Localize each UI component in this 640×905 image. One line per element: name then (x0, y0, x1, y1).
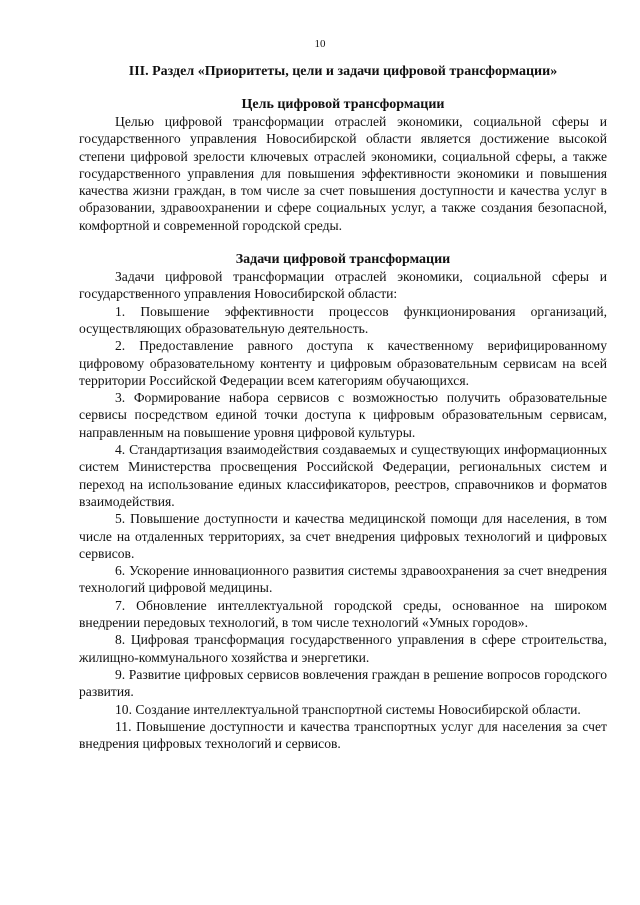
page-number: 10 (314, 38, 326, 50)
tasks-intro-paragraph: Задачи цифровой трансформации отраслей экономики, социальной сферы и государственного управления Новосибирской области: (79, 269, 607, 302)
task-item-1: 1. Повышение эффективности процессов функционирования организаций, осуществляющих образовательную деятельность. (79, 303, 607, 336)
task-item-2: 2. Предоставление равного доступа к качественному верифицированному цифровому образовательному контенту и цифровым образовательным сервисам на всей территории Российской Федерации всем категориям обучающихся. (79, 338, 607, 388)
task-item-10: 10. Создание интеллектуальной транспортной системы Новосибирской области. (115, 701, 581, 717)
task-item-4: 4. Стандартизация взаимодействия создаваемых и существующих информационных систем Министерства просвещения Российской Федерации, региональных систем и переход на использование единых классификаторов, реестров, справочников и форматов взаимодействия. (79, 442, 607, 509)
task-item-6: 6. Ускорение инновационного развития системы здравоохранения за счет внедрения технологий цифровой медицины. (79, 563, 607, 596)
task-item-8: 8. Цифровая трансформация государственного управления в сфере строительства, жилищно-коммунального хозяйства и энергетики. (79, 632, 607, 665)
section-title: III. Раздел «Приоритеты, цели и задачи цифровой трансформации» (128, 64, 558, 79)
task-item-11: 11. Повышение доступности и качества транспортных услуг для населения за счет внедрения цифровых технологий и сервисов. (79, 718, 607, 752)
task-item-9: 9. Развитие цифровых сервисов вовлечения граждан в решение вопросов городского развития. (79, 666, 607, 700)
task-item-7: 7. Обновление интеллектуальной городской среды, основанное на широком внедрении передовых технологий, в том числе технологий «Умных городов». (79, 597, 607, 631)
task-item-3: 3. Формирование набора сервисов с возможностью получить образовательные сервисы посредством единой точки доступа к цифровым образовательным сервисам, направленным на повышение уровня цифровой культуры. (79, 390, 607, 440)
goal-paragraph: Целью цифровой трансформации отраслей экономики, социальной сферы и государственного управления Новосибирской области является достижение высокой степени цифровой зрелости ключевых отраслей экономики, социальной сферы, а также государственного управления для повышения эффективности экономики и повышения качества жизни граждан, в том числе за счет повышения доступности и качества услуг в образовании, здравоохранении и сфере социальных услуг, а также создания безопасной, комфортной и современной городской среды. (79, 114, 607, 233)
goal-heading: Цель цифровой трансформации (241, 97, 445, 112)
page-content (79, 63, 607, 752)
task-item-5: 5. Повышение доступности и качества медицинской помощи для населения, в том числе на отдаленных территориях, за счет внедрения цифровых технологий и цифровых сервисов. (79, 511, 607, 561)
tasks-heading: Задачи цифровой трансформации (235, 252, 451, 268)
tasks-list (79, 303, 607, 753)
